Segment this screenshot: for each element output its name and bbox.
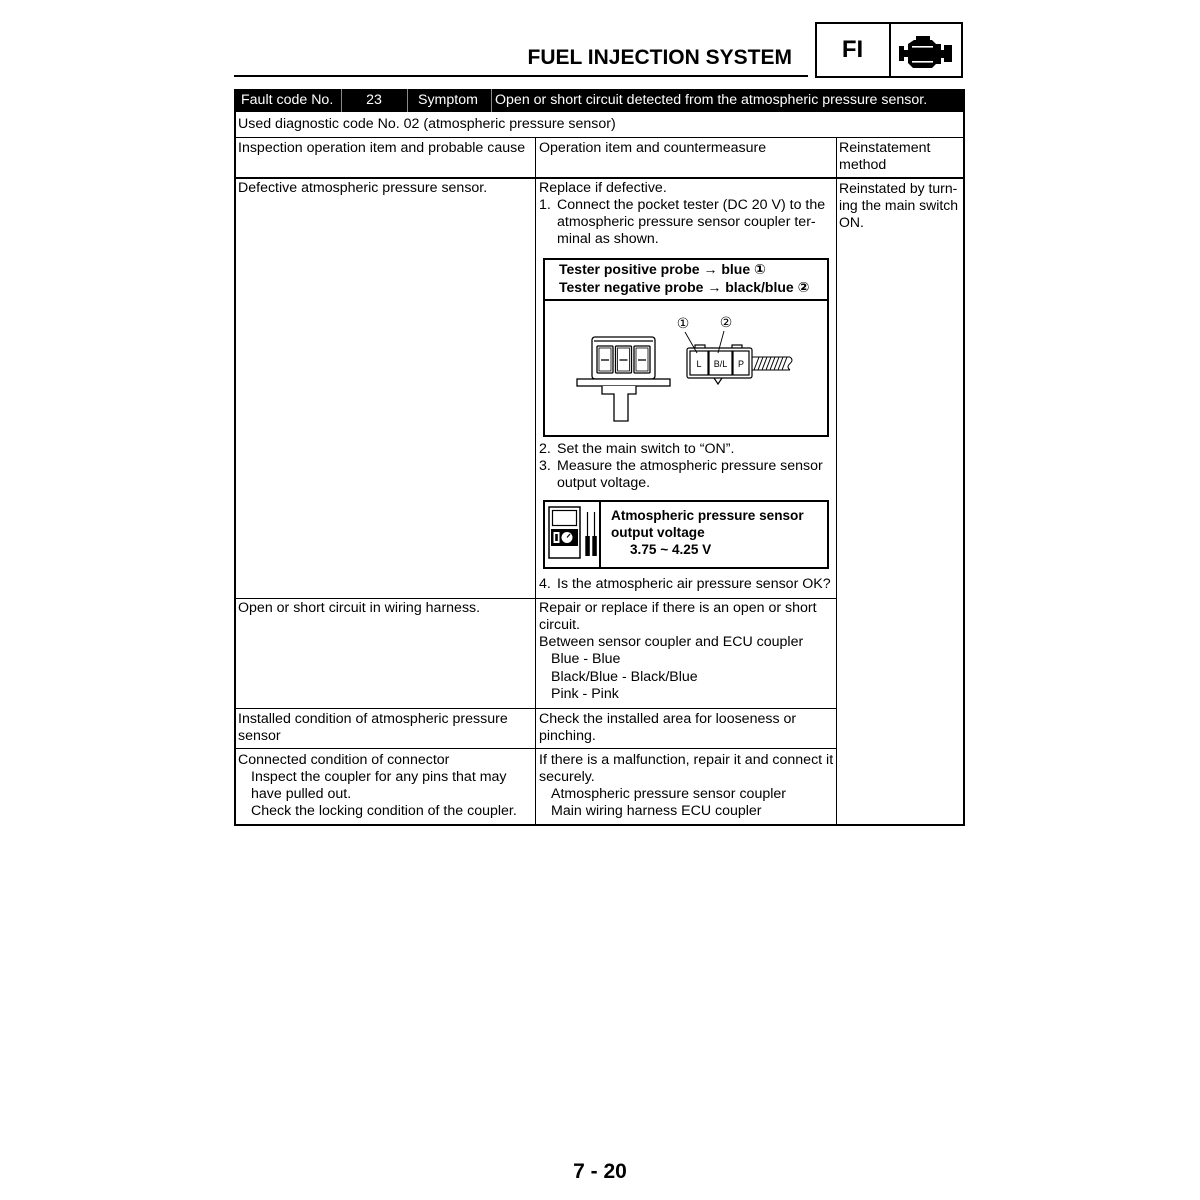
wire-harness [752,357,792,370]
callout-1: ① [676,315,690,331]
coupler-list [551,786,786,821]
step-number: 2. [539,440,551,457]
header-line: Reinstatement [839,139,931,156]
fault-code-value: 23 [366,92,382,108]
cause-text [238,711,508,746]
reinstatement-line: ing the main switch [839,196,959,213]
callout-2: ② [719,314,733,330]
multimeter-icon [545,502,599,566]
cause-text: Connected condition of connector [238,751,450,768]
step-text [557,458,823,493]
cause-sub-line: Inspect the coupler for any pins that may [251,768,507,785]
coupler-item: Main wiring harness ECU coupler [551,803,762,820]
step-text: Is the atmospheric air pressure sensor OK? [557,575,831,592]
step-number: 1. [539,196,551,213]
coupler-item: Atmospheric pressure sensor coupler [551,786,786,803]
section-code: FI [841,36,864,63]
probe-line: Tester negative probe → black/blue ② [559,279,810,295]
symptom-label: Symptom [418,92,478,108]
wire-color-item: Pink - Pink [551,685,619,702]
fault-code-label: Fault code No. [241,92,334,108]
countermeasure-intro: Replace if defective. [539,179,667,196]
step-line: output voltage. [557,475,651,492]
cause-sub-line: Check the locking condition of the coupler. [251,803,517,820]
column-header-cause: Inspection operation item and probable cause [238,139,526,156]
spec-label-line: Atmospheric pressure sensor [611,507,804,523]
reinstatement-line: Reinstated by turn- [839,179,958,196]
step-line: Connect the pocket tester (DC 20 V) to the [557,196,826,213]
step-number: 3. [539,457,551,474]
probe-instructions [559,260,809,296]
spec-label [611,507,804,541]
spec-label-line: output voltage [611,524,705,540]
terminal-label-black-blue: B/L [713,359,728,369]
cause-sub-line: have pulled out. [251,786,352,803]
step-text [557,197,825,249]
reinstatement-method [839,180,958,232]
cause-sub-list [251,769,517,821]
countermeasure-line: If there is a malfunction, repair it and connect it [539,751,834,768]
countermeasure-line: Repair or replace if there is an open or short [539,599,817,616]
countermeasure-line: circuit. [539,616,580,633]
wire-color-list [551,651,698,703]
step-text: Set the main switch to “ON”. [557,440,735,457]
header-line: method [839,156,887,173]
wire-color-item: Blue - Blue [551,651,621,668]
coupler-diagram [545,301,826,434]
step-line: atmospheric pressure sensor coupler ter- [557,214,816,231]
cause-line: Installed condition of atmospheric pressure [238,710,508,727]
engine-icon [891,24,961,76]
section-title: FUEL INJECTION SYSTEM [527,46,792,69]
symptom-text: Open or short circuit detected from the atmospheric pressure sensor. [495,92,928,108]
column-header-reinstatement [839,140,930,175]
reinstatement-line: ON. [839,214,864,231]
row-divider [234,177,965,179]
row-divider [234,748,836,750]
row-divider [234,708,836,710]
column-divider [836,137,838,825]
page-number: 7 - 20 [573,1160,627,1183]
column-header-countermeasure: Operation item and countermeasure [539,139,767,156]
countermeasure-line: pinching. [539,727,596,744]
countermeasure-text [539,600,817,652]
atmospheric-pressure-sensor [577,337,670,421]
step-line: minal as shown. [557,231,659,248]
terminal-label-pink: P [737,359,745,369]
terminal-label-blue: L [696,359,702,369]
spec-value: 3.75 ~ 4.25 V [630,541,712,557]
cause-line: sensor [238,727,281,744]
countermeasure-line: Check the installed area for looseness or [539,710,797,727]
cause-text: Defective atmospheric pressure sensor. [238,179,488,196]
countermeasure-text [539,711,796,746]
title-underline [234,75,808,77]
row-divider [234,137,965,139]
spec-box-divider [599,500,601,569]
column-divider [535,137,537,825]
countermeasure-line: securely. [539,768,595,785]
cause-text: Open or short circuit in wiring harness. [238,599,481,616]
wire-color-item: Black/Blue - Black/Blue [551,668,698,685]
countermeasure-line: Between sensor coupler and ECU coupler [539,634,804,651]
step-number: 4. [539,575,551,592]
diagnostic-code: Used diagnostic code No. 02 (atmospheric pressure sensor) [238,116,616,132]
countermeasure-text [539,752,833,787]
probe-line: Tester positive probe → blue ① [559,261,766,277]
step-line: Measure the atmospheric pressure sensor [557,457,823,474]
